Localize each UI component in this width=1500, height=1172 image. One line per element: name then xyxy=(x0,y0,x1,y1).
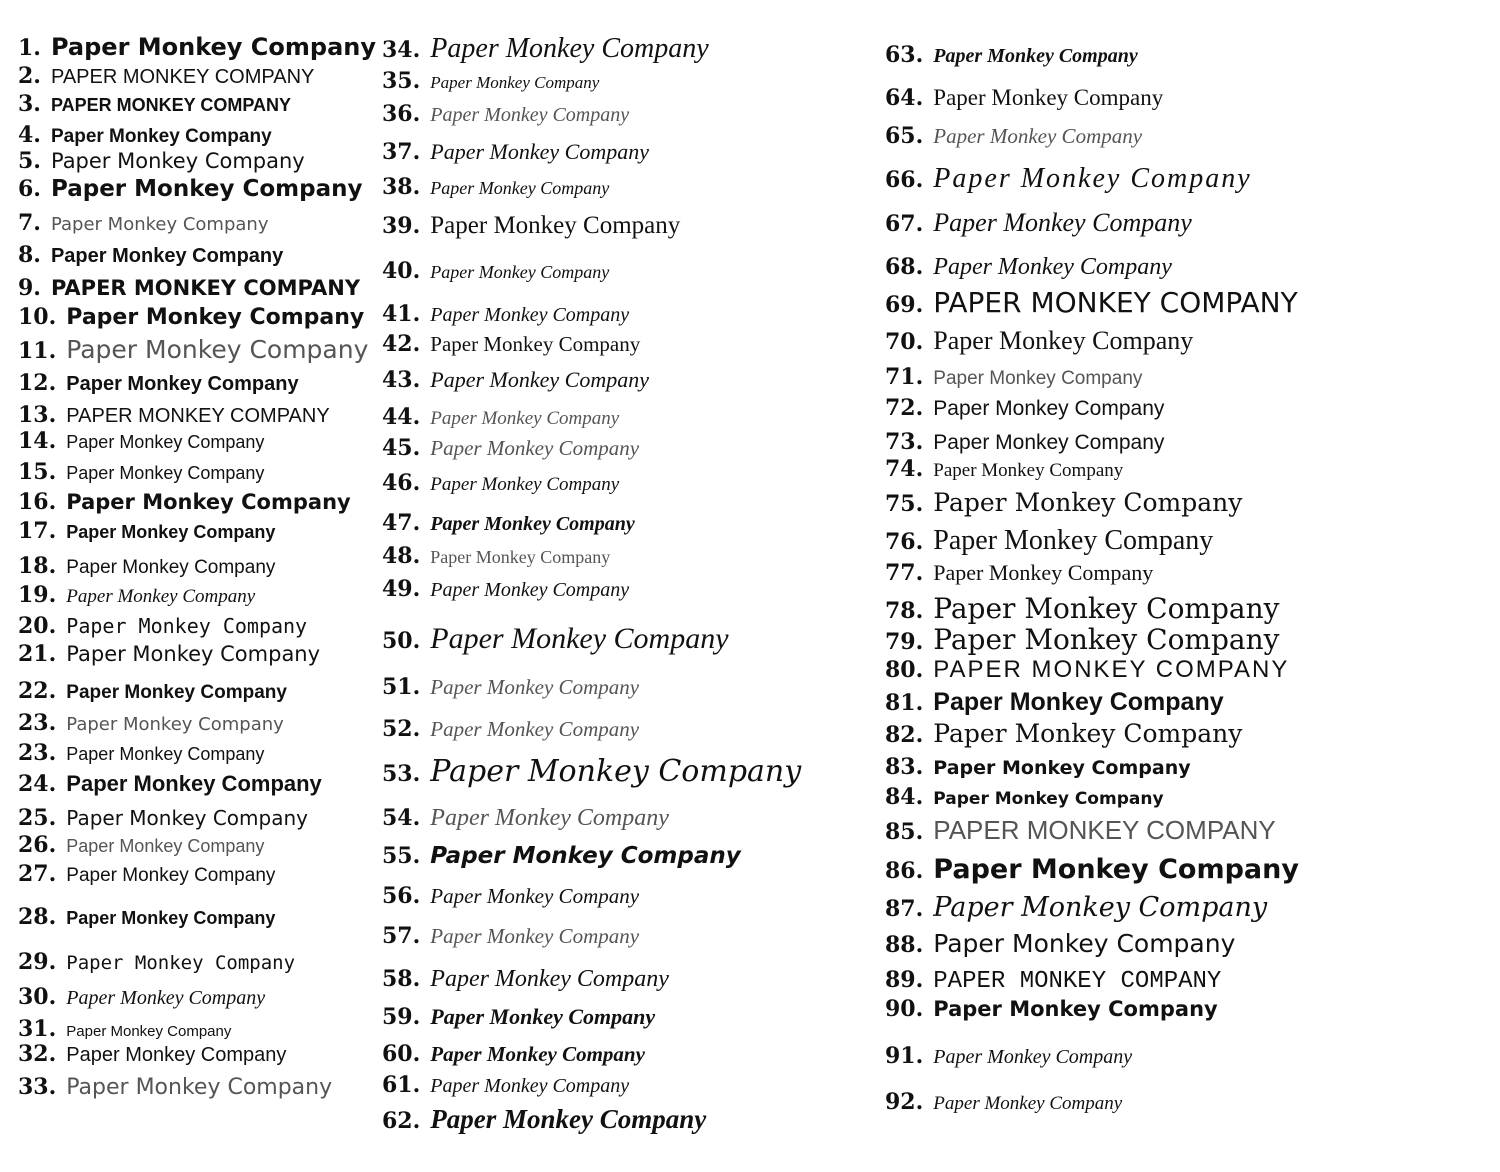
font-sample-row xyxy=(18,93,291,115)
font-sample-number: 6. xyxy=(18,176,41,202)
font-sample-text: Paper Monkey Company xyxy=(430,513,635,535)
font-sample-number: 35. xyxy=(382,68,421,94)
font-sample-text: Paper Monkey Company xyxy=(430,436,640,460)
font-sample-row xyxy=(382,303,629,325)
font-sample-number: 23. xyxy=(18,710,57,736)
font-sample-number: 52. xyxy=(382,716,421,742)
font-sample-row xyxy=(885,658,1289,682)
font-sample-row xyxy=(885,366,1142,388)
font-sample-row xyxy=(885,527,1213,555)
font-sample-text: Paper Monkey Company xyxy=(66,1023,232,1040)
font-sample-row xyxy=(18,372,299,394)
font-sample-number: 58. xyxy=(382,966,421,992)
font-sample-row xyxy=(18,834,264,856)
font-sample-number: 24. xyxy=(18,771,57,797)
font-sample-text: Paper Monkey Company xyxy=(933,85,1164,110)
font-sample-number: 37. xyxy=(382,139,421,165)
font-sample-number: 33. xyxy=(18,1074,57,1100)
font-sample-text: Paper Monkey Company xyxy=(933,892,1268,923)
font-sample-text: Paper Monkey Company xyxy=(66,836,265,856)
font-sample-number: 36. xyxy=(382,101,421,127)
font-sample-number: 15. xyxy=(18,459,57,485)
font-sample-number: 40. xyxy=(382,258,421,284)
font-sample-number: 22. xyxy=(18,678,57,704)
font-sample-text: Paper Monkey Company xyxy=(430,1042,645,1066)
font-sample-text: Paper Monkey Company xyxy=(430,304,630,326)
font-sample-row xyxy=(382,369,649,391)
font-sample-number: 11. xyxy=(18,338,57,364)
font-sample-text: Paper Monkey Company xyxy=(66,642,321,666)
font-sample-row xyxy=(18,306,364,329)
font-sample-row xyxy=(382,624,729,654)
font-sample-text: Paper Monkey Company xyxy=(50,126,272,147)
font-sample-number: 51. xyxy=(382,674,421,700)
font-sample-text: Paper Monkey Company xyxy=(933,525,1214,556)
font-sample-number: 83. xyxy=(885,754,924,780)
font-sample-text: Paper Monkey Company xyxy=(933,488,1243,517)
font-sample-row xyxy=(885,856,1299,883)
font-sample-row xyxy=(885,592,1280,625)
font-sample-text: Paper Monkey Company xyxy=(66,614,308,638)
font-sample-row xyxy=(382,845,741,868)
font-sample-number: 12. xyxy=(18,370,57,396)
font-sample-row xyxy=(18,244,283,266)
font-sample-number: 42. xyxy=(382,331,421,357)
font-sample-row xyxy=(885,431,1164,453)
font-sample-number: 23. xyxy=(18,740,57,766)
font-sample-row xyxy=(885,623,1280,656)
font-sample-text: PAPER MONKEY COMPANY xyxy=(933,815,1276,845)
font-sample-row xyxy=(382,1106,706,1133)
font-sample-row xyxy=(18,951,295,973)
font-sample-row xyxy=(885,86,1163,109)
font-sample-text: Paper Monkey Company xyxy=(430,884,640,908)
font-sample-text: Paper Monkey Company xyxy=(430,1104,707,1134)
font-sample-number: 91. xyxy=(885,1043,924,1069)
font-sample-number: 3. xyxy=(18,91,41,117)
font-sample-text: Paper Monkey Company xyxy=(933,1093,1123,1114)
font-sample-row xyxy=(885,125,1142,147)
font-sample-text: Paper Monkey Company xyxy=(430,675,640,699)
font-sample-text: Paper Monkey Company xyxy=(430,367,649,392)
font-sample-row xyxy=(885,286,1298,319)
font-sample-number: 30. xyxy=(18,984,57,1010)
font-sample-number: 5. xyxy=(18,148,41,174)
font-sample-number: 27. xyxy=(18,861,57,887)
font-sample-text: Paper Monkey Company xyxy=(933,560,1154,585)
font-sample-text: Paper Monkey Company xyxy=(50,214,269,235)
font-sample-number: 46. xyxy=(382,470,421,496)
font-sample-text: Paper Monkey Company xyxy=(66,987,266,1009)
font-sample-row xyxy=(382,754,802,789)
font-sample-row xyxy=(382,885,639,907)
font-sample-text: Paper Monkey Company xyxy=(430,33,709,64)
font-sample-text: Paper Monkey Company xyxy=(66,771,322,796)
font-sample-text: Paper Monkey Company xyxy=(430,178,610,198)
font-sample-text: Paper Monkey Company xyxy=(430,73,600,92)
font-sample-text: Paper Monkey Company xyxy=(430,332,641,356)
font-sample-row xyxy=(885,721,1242,746)
font-sample-row xyxy=(885,969,1221,994)
font-sample-text: Paper Monkey Company xyxy=(430,966,669,992)
font-sample-row xyxy=(382,1074,629,1096)
font-sample-row xyxy=(382,545,610,567)
font-sample-number: 74. xyxy=(885,456,924,482)
font-sample-number: 18. xyxy=(18,553,57,579)
font-sample-row xyxy=(18,986,265,1008)
font-sample-number: 71. xyxy=(885,364,924,390)
font-sample-text: Paper Monkey Company xyxy=(933,997,1218,1021)
font-sample-text: Paper Monkey Company xyxy=(933,254,1172,280)
font-sample-text: Paper Monkey Company xyxy=(430,262,610,282)
font-sample-row xyxy=(18,712,284,734)
font-sample-number: 44. xyxy=(382,404,421,430)
font-sample-text: Paper Monkey Company xyxy=(50,149,305,173)
font-sample-number: 87. xyxy=(885,896,924,922)
font-sample-text: PAPER MONKEY COMPANY xyxy=(933,286,1298,319)
font-sample-text: Paper Monkey Company xyxy=(933,208,1192,237)
font-sample-row xyxy=(885,756,1191,778)
font-sample-text: Paper Monkey Company xyxy=(430,104,630,126)
font-sample-text: Paper Monkey Company xyxy=(66,908,276,928)
font-sample-row xyxy=(382,578,629,600)
font-sample-row xyxy=(885,998,1218,1020)
font-sample-row xyxy=(382,676,639,698)
font-sample-row xyxy=(18,35,376,59)
font-sample-number: 17. xyxy=(18,518,57,544)
font-sample-text: Paper Monkey Company xyxy=(66,305,365,330)
font-sample-number: 9. xyxy=(18,275,41,301)
font-sample-row xyxy=(18,555,275,577)
font-sample-number: 28. xyxy=(18,904,57,930)
font-sample-text: Paper Monkey Company xyxy=(430,805,669,831)
font-sample-text: Paper Monkey Company xyxy=(933,1046,1133,1068)
font-sample-text: Paper Monkey Company xyxy=(66,714,284,735)
font-sample-number: 67. xyxy=(885,211,924,237)
font-sample-row xyxy=(382,260,609,282)
font-sample-text: Paper Monkey Company xyxy=(66,335,369,364)
font-sample-text: Paper Monkey Company xyxy=(430,547,611,567)
font-sample-number: 70. xyxy=(885,329,924,355)
font-sample-number: 26. xyxy=(18,832,57,858)
font-sample-text: Paper Monkey Company xyxy=(430,408,620,429)
font-sample-number: 53. xyxy=(382,761,421,787)
font-sample-row xyxy=(382,103,629,125)
font-sample-text: Paper Monkey Company xyxy=(933,719,1243,748)
font-sample-text: Paper Monkey Company xyxy=(933,688,1224,716)
font-sample-row xyxy=(382,1043,645,1065)
font-sample-row xyxy=(18,906,275,928)
font-sample-row xyxy=(382,35,709,63)
font-sample-number: 72. xyxy=(885,395,924,421)
font-sample-number: 62. xyxy=(382,1108,421,1134)
font-sample-row xyxy=(885,786,1164,808)
font-sample-text: Paper Monkey Company xyxy=(50,176,363,202)
font-sample-row xyxy=(885,931,1235,956)
font-sample-text: Paper Monkey Company xyxy=(430,212,681,239)
font-sample-text: Paper Monkey Company xyxy=(66,682,287,703)
font-sample-row xyxy=(382,1006,655,1028)
font-sample-text: Paper Monkey Company xyxy=(50,245,284,267)
font-sample-number: 73. xyxy=(885,429,924,455)
font-sample-number: 43. xyxy=(382,367,421,393)
font-sample-number: 59. xyxy=(382,1004,421,1030)
font-sample-number: 13. xyxy=(18,402,57,428)
font-sample-row xyxy=(885,458,1123,480)
font-sample-row xyxy=(382,213,680,238)
font-sample-number: 86. xyxy=(885,858,924,884)
font-sample-number: 2. xyxy=(18,63,41,89)
font-sample-number: 21. xyxy=(18,641,57,667)
font-sample-row xyxy=(18,404,330,426)
font-sample-text: Paper Monkey Company xyxy=(430,1004,656,1029)
font-sample-text: PAPER MONKEY COMPANY xyxy=(50,276,361,300)
font-sample-number: 45. xyxy=(382,435,421,461)
font-sample-number: 8. xyxy=(18,242,41,268)
font-sample-row xyxy=(885,165,1252,193)
font-sample-row xyxy=(18,337,368,362)
font-sample-row xyxy=(18,643,320,665)
font-sample-text: Paper Monkey Company xyxy=(66,373,299,395)
font-sample-number: 7. xyxy=(18,210,41,236)
font-sample-number: 19. xyxy=(18,582,57,608)
font-sample-number: 75. xyxy=(885,491,924,517)
font-sample-number: 69. xyxy=(885,292,924,318)
font-sample-text: Paper Monkey Company xyxy=(430,843,741,869)
font-sample-text: Paper Monkey Company xyxy=(66,490,351,514)
font-sample-number: 20. xyxy=(18,613,57,639)
font-sample-row xyxy=(18,430,264,452)
font-sample-row xyxy=(382,718,639,740)
font-sample-number: 47. xyxy=(382,510,421,536)
font-sample-number: 64. xyxy=(885,85,924,111)
font-sample-text: Paper Monkey Company xyxy=(66,432,265,452)
font-sample-text: Paper Monkey Company xyxy=(430,474,620,495)
font-sample-row xyxy=(382,141,649,163)
font-sample-number: 49. xyxy=(382,576,421,602)
font-sample-number: 81. xyxy=(885,690,924,716)
font-sample-row xyxy=(382,925,639,947)
font-sample-number: 65. xyxy=(885,123,924,149)
font-sample-number: 92. xyxy=(885,1089,924,1115)
font-sample-row xyxy=(18,178,362,201)
font-sample-text: Paper Monkey Company xyxy=(430,754,802,789)
font-sample-number: 34. xyxy=(382,37,421,63)
font-sample-text: Paper Monkey Company xyxy=(933,431,1165,454)
font-sample-row xyxy=(885,690,1224,715)
font-sample-row xyxy=(885,817,1276,843)
font-sample-row xyxy=(18,680,287,702)
font-sample-text: Paper Monkey Company xyxy=(66,463,265,483)
font-sample-text: Paper Monkey Company xyxy=(66,806,308,830)
font-sample-number: 56. xyxy=(382,883,421,909)
font-sample-text: Paper Monkey Company xyxy=(933,623,1280,656)
font-sample-row xyxy=(885,490,1242,515)
font-sample-row xyxy=(382,333,640,355)
font-sample-row xyxy=(382,472,619,494)
font-sample-row xyxy=(885,1045,1132,1067)
font-sample-number: 14. xyxy=(18,428,57,454)
font-sample-number: 66. xyxy=(885,167,924,193)
font-sample-number: 32. xyxy=(18,1041,57,1067)
font-sample-number: 4. xyxy=(18,122,41,148)
font-sample-number: 48. xyxy=(382,543,421,569)
font-sample-row xyxy=(382,512,635,534)
font-sample-text: Paper Monkey Company xyxy=(933,326,1194,355)
font-sample-number: 76. xyxy=(885,529,924,555)
font-sample-number: 25. xyxy=(18,805,57,831)
font-sample-number: 31. xyxy=(18,1016,57,1042)
font-sample-row xyxy=(18,461,264,483)
font-sample-row xyxy=(885,1091,1122,1113)
font-sample-row xyxy=(885,44,1138,66)
font-sample-text: Paper Monkey Company xyxy=(430,1075,630,1097)
font-sample-number: 89. xyxy=(885,967,924,993)
font-sample-row xyxy=(18,520,275,542)
font-sample-row xyxy=(382,406,619,428)
font-sample-number: 60. xyxy=(382,1041,421,1067)
font-sample-number: 1. xyxy=(18,35,41,61)
font-sample-text: Paper Monkey Company xyxy=(933,789,1164,809)
font-sample-text: Paper Monkey Company xyxy=(66,522,276,542)
font-sample-text: Paper Monkey Company xyxy=(66,744,265,764)
font-sample-number: 50. xyxy=(382,628,421,654)
font-sample-row xyxy=(18,1076,332,1099)
font-sample-text: PAPER MONKEY COMPANY xyxy=(933,656,1290,683)
font-sample-row xyxy=(885,894,1267,921)
font-sample-number: 84. xyxy=(885,784,924,810)
font-sample-text: Paper Monkey Company xyxy=(66,1044,287,1066)
font-sample-row xyxy=(18,491,351,513)
font-sample-number: 90. xyxy=(885,996,924,1022)
font-sample-number: 88. xyxy=(885,932,924,958)
font-sample-number: 85. xyxy=(885,819,924,845)
font-sample-number: 10. xyxy=(18,304,57,330)
font-sample-text: Paper Monkey Company xyxy=(66,952,296,974)
font-sample-text: Paper Monkey Company xyxy=(50,33,377,61)
font-sample-text: Paper Monkey Company xyxy=(66,557,276,578)
font-sample-row xyxy=(18,807,308,829)
font-sample-number: 82. xyxy=(885,722,924,748)
font-sample-number: 38. xyxy=(382,174,421,200)
font-sample-row xyxy=(18,742,264,764)
font-sample-text: Paper Monkey Company xyxy=(66,1075,333,1100)
font-sample-text: PAPER MONKEY COMPANY xyxy=(66,405,330,427)
font-sample-row xyxy=(18,150,305,172)
font-sample-row xyxy=(18,124,272,146)
font-sample-row xyxy=(382,806,669,830)
font-sample-text: Paper Monkey Company xyxy=(933,45,1138,67)
font-sample-text: Paper Monkey Company xyxy=(430,717,640,741)
font-sample-text: Paper Monkey Company xyxy=(66,586,256,607)
font-sample-text: Paper Monkey Company xyxy=(933,854,1299,885)
font-sample-text: Paper Monkey Company xyxy=(66,865,276,886)
font-sample-text: Paper Monkey Company xyxy=(933,368,1143,389)
font-sample-number: 54. xyxy=(382,805,421,831)
font-sample-text: PAPER MONKEY COMPANY xyxy=(50,66,315,88)
font-sample-row xyxy=(18,212,268,234)
font-sample-row xyxy=(382,70,599,92)
font-sample-row xyxy=(18,863,275,885)
font-sample-row xyxy=(885,255,1172,279)
font-sample-text: PAPER MONKEY COMPANY xyxy=(50,95,291,115)
font-sample-number: 63. xyxy=(885,42,924,68)
font-sample-row xyxy=(18,1043,286,1065)
font-sample-row xyxy=(885,562,1153,584)
font-sample-text: PAPER MONKEY COMPANY xyxy=(933,968,1222,995)
font-sample-text: Paper Monkey Company xyxy=(430,622,729,655)
font-sample-number: 79. xyxy=(885,629,924,655)
font-sample-number: 29. xyxy=(18,949,57,975)
font-sample-number: 16. xyxy=(18,489,57,515)
font-sample-number: 41. xyxy=(382,301,421,327)
font-sample-text: Paper Monkey Company xyxy=(430,579,630,601)
font-sample-number: 77. xyxy=(885,560,924,586)
font-sample-row xyxy=(18,277,360,299)
font-sample-text: Paper Monkey Company xyxy=(430,139,649,164)
font-sample-row xyxy=(18,773,322,795)
font-sample-text: Paper Monkey Company xyxy=(430,924,640,948)
font-sample-row xyxy=(382,176,609,198)
font-sample-number: 78. xyxy=(885,598,924,624)
font-sample-row xyxy=(885,210,1192,236)
font-sample-text: Paper Monkey Company xyxy=(933,163,1252,194)
font-sample-row xyxy=(885,397,1164,419)
font-sample-text: Paper Monkey Company xyxy=(933,397,1165,420)
font-sample-row xyxy=(382,967,669,991)
font-sample-number: 80. xyxy=(885,657,924,683)
font-sample-number: 39. xyxy=(382,213,421,239)
font-sample-row xyxy=(382,437,639,459)
font-sample-number: 57. xyxy=(382,923,421,949)
font-sample-text: Paper Monkey Company xyxy=(933,460,1124,481)
font-sample-text: Paper Monkey Company xyxy=(933,929,1236,958)
font-sample-number: 55. xyxy=(382,843,421,869)
font-sample-row xyxy=(18,1018,231,1040)
font-sample-text: Paper Monkey Company xyxy=(933,592,1280,625)
font-sample-number: 61. xyxy=(382,1072,421,1098)
font-sample-row xyxy=(885,328,1193,354)
font-sample-text: Paper Monkey Company xyxy=(933,757,1191,779)
font-sample-row xyxy=(18,615,307,637)
font-sample-row xyxy=(18,65,314,87)
font-sample-text: Paper Monkey Company xyxy=(933,124,1143,148)
font-sample-number: 68. xyxy=(885,254,924,280)
font-sample-row xyxy=(18,584,255,606)
